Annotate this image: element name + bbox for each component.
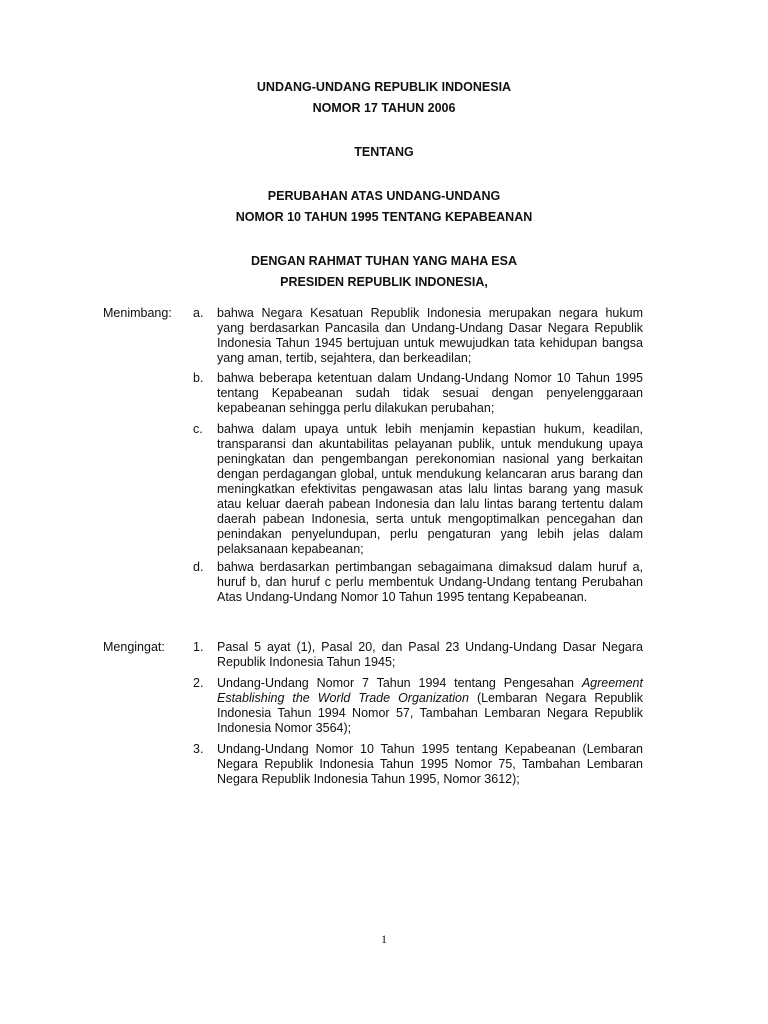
item-marker: 1. bbox=[193, 640, 204, 654]
item-text: bahwa Negara Kesatuan Republik Indonesia merupakan negara hukum yang berdasarkan Pancasila dan Undang-Undang Dasar Negara Republik Indonesia Tahun 1945 bertujuan untuk mewujudkan tata kehidupan bangsa yang aman, tertib, sejahtera, dan berkeadilan; bbox=[217, 306, 643, 365]
item-text: Pasal 5 ayat (1), Pasal 20, dan Pasal 23 Undang-Undang Dasar Negara Republik Indonesia Tahun 1945; bbox=[217, 640, 643, 669]
menimbang-label: Menimbang: bbox=[103, 306, 172, 320]
item-marker: a. bbox=[193, 306, 204, 320]
president-line: PRESIDEN REPUBLIK INDONESIA, bbox=[280, 275, 488, 289]
item-text-italic: Agreement Establishing the World Trade Organization bbox=[217, 676, 643, 705]
blessing-line: DENGAN RAHMAT TUHAN YANG MAHA ESA bbox=[251, 254, 517, 268]
item-text: bahwa berdasarkan pertimbangan sebagaimana dimaksud dalam huruf a, huruf b, dan huruf c perlu membentuk Undang-Undang tentang Perubahan Atas Undang-Undang Nomor 10 Tahun 1995 tentang Kepabeanan. bbox=[217, 560, 643, 604]
item-marker: c. bbox=[193, 422, 203, 436]
tentang-heading: TENTANG bbox=[354, 145, 414, 159]
item-marker: b. bbox=[193, 371, 204, 385]
item-text-before: Undang-Undang Nomor 7 Tahun 1994 tentang Pengesahan bbox=[217, 676, 574, 690]
page-number: 1 bbox=[381, 932, 387, 946]
mengingat-label: Mengingat: bbox=[103, 640, 165, 654]
item-text: bahwa dalam upaya untuk lebih menjamin kepastian hukum, keadilan, transparansi dan akuntabilitas pelayanan publik, untuk mendukung upaya peningkatan dan pengembangan perekonomian nasional yang berkaitan dengan perdagangan global, untuk mendukung kelancaran arus barang dan meningkatkan efektivitas pengawasan atas lalu lintas barang yang masuk atau keluar daerah pabean Indonesia dan lalu lintas barang tertentu dalam daerah pabean Indonesia, serta untuk mengoptimalkan pencegahan dan penindakan penyelundupan, perlu pengaturan yang lebih jelas dalam pelaksanaan kepabeanan; bbox=[217, 422, 643, 556]
title-line-2: NOMOR 17 TAHUN 2006 bbox=[312, 101, 456, 115]
item-text bbox=[217, 676, 643, 736]
item-text: Undang-Undang Nomor 10 Tahun 1995 tentang Kepabeanan (Lembaran Negara Republik Indonesia Tahun 1995 Nomor 75, Tambahan Lembaran Negara Republik Indonesia Tahun 1995, Nomor 3612); bbox=[217, 742, 643, 786]
item-text-after: (Lembaran Negara Republik Indonesia Tahun 1994 Nomor 57, Tambahan Lembaran Negara Republik Indonesia Nomor 3564); bbox=[217, 691, 643, 735]
item-marker: d. bbox=[193, 560, 204, 574]
item-marker: 3. bbox=[193, 742, 204, 756]
title-line-1: UNDANG-UNDANG REPUBLIK INDONESIA bbox=[256, 80, 512, 94]
item-text: bahwa beberapa ketentuan dalam Undang-Undang Nomor 10 Tahun 1995 tentang Kepabeanan sudah tidak sesuai dengan penyelenggaraan kepabeanan sehingga perlu dilakukan perubahan; bbox=[217, 371, 643, 415]
subject-line-1: PERUBAHAN ATAS UNDANG-UNDANG bbox=[267, 189, 501, 203]
subject-line-2: NOMOR 10 TAHUN 1995 TENTANG KEPABEANAN bbox=[235, 210, 533, 224]
item-marker: 2. bbox=[193, 676, 204, 690]
